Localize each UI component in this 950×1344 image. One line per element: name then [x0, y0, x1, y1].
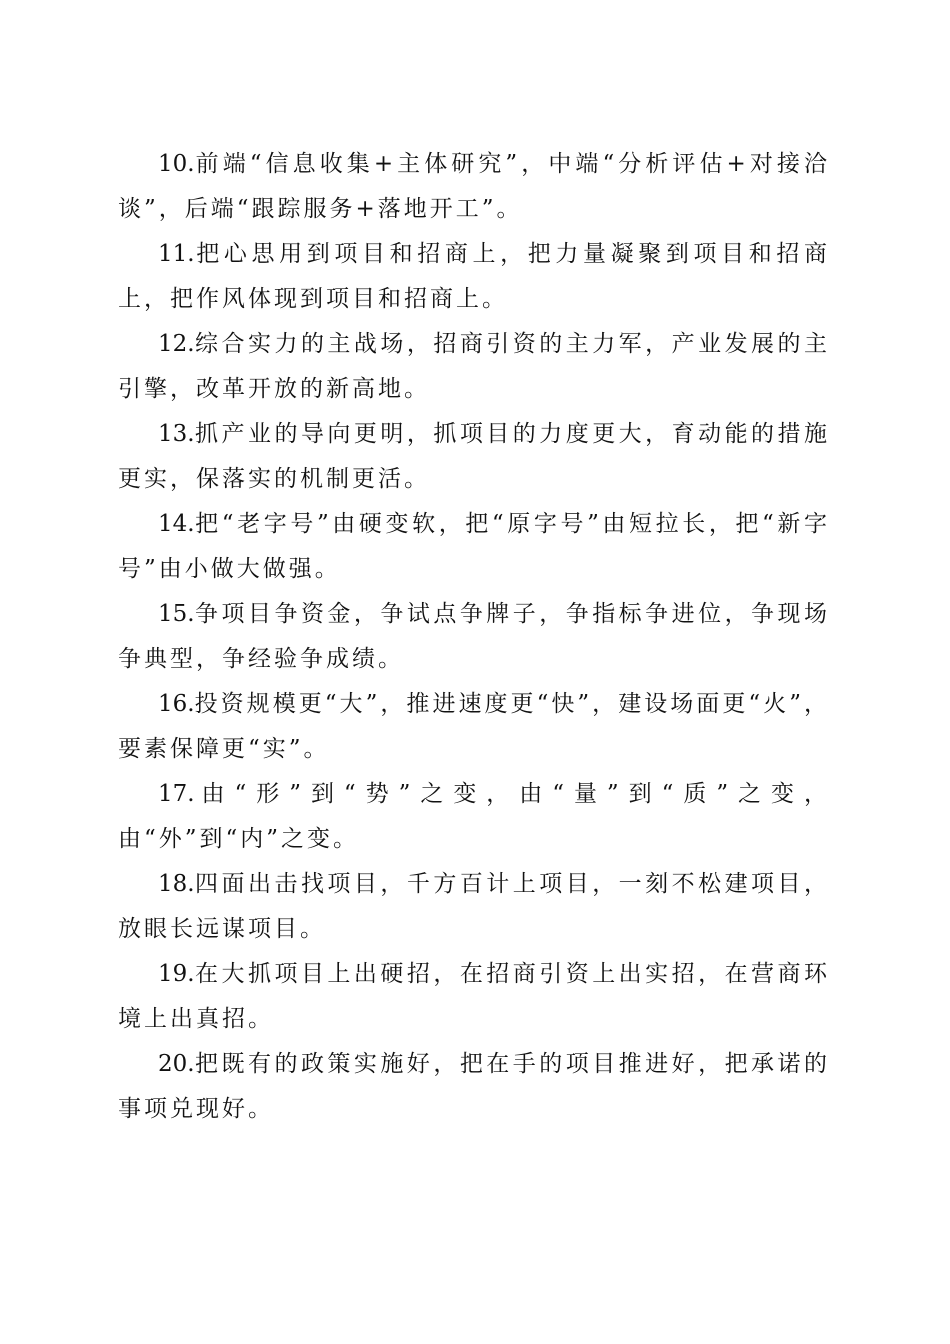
- item-number: 15.: [158, 601, 195, 627]
- item-text: 争项目争资金，争试点争牌子，争指标争进位，争现场争典型，争经验争成绩。: [118, 601, 830, 672]
- item-text: 综合实力的主战场，招商引资的主力军，产业发展的主引擎，改革开放的新高地。: [118, 331, 830, 402]
- list-item: [118, 412, 830, 502]
- item-number: 11.: [158, 241, 195, 267]
- item-text: 投资规模更“大”，推进速度更“快”，建设场面更“火”，要素保障更“实”。: [118, 691, 830, 762]
- item-number: 14.: [158, 511, 195, 537]
- item-text: 四面出击找项目，千方百计上项目，一刻不松建项目，放眼长远谋项目。: [118, 871, 830, 942]
- item-number: 13.: [158, 421, 195, 447]
- list-item: [118, 952, 830, 1042]
- list-item: [118, 502, 830, 592]
- item-number: 12.: [158, 331, 195, 357]
- item-number: 18.: [158, 871, 195, 897]
- item-number: 16.: [158, 691, 195, 717]
- item-text: 由“形”到“势”之变，由“量”到“质”之变，由“外”到“内”之变。: [118, 781, 830, 852]
- item-number: 17.: [158, 781, 195, 807]
- item-text: 前端“信息收集+主体研究”，中端“分析评估+对接洽谈”，后端“跟踪服务+落地开工”。: [118, 151, 830, 222]
- item-number: 10.: [158, 151, 195, 177]
- document-body: [118, 142, 830, 1132]
- list-item: [118, 1042, 830, 1132]
- item-number: 19.: [158, 961, 195, 987]
- list-item: [118, 682, 830, 772]
- list-item: [118, 772, 830, 862]
- item-text: 抓产业的导向更明，抓项目的力度更大，育动能的措施更实，保落实的机制更活。: [118, 421, 830, 492]
- list-item: [118, 142, 830, 232]
- item-text: 在大抓项目上出硬招，在招商引资上出实招，在营商环境上出真招。: [118, 961, 830, 1032]
- list-item: [118, 592, 830, 682]
- item-text: 把心思用到项目和招商上，把力量凝聚到项目和招商上，把作风体现到项目和招商上。: [118, 241, 830, 312]
- list-item: [118, 232, 830, 322]
- list-item: [118, 322, 830, 412]
- item-text: 把既有的政策实施好，把在手的项目推进好，把承诺的事项兑现好。: [118, 1051, 830, 1122]
- list-item: [118, 862, 830, 952]
- item-number: 20.: [158, 1051, 195, 1077]
- item-text: 把“老字号”由硬变软，把“原字号”由短拉长，把“新字号”由小做大做强。: [118, 511, 830, 582]
